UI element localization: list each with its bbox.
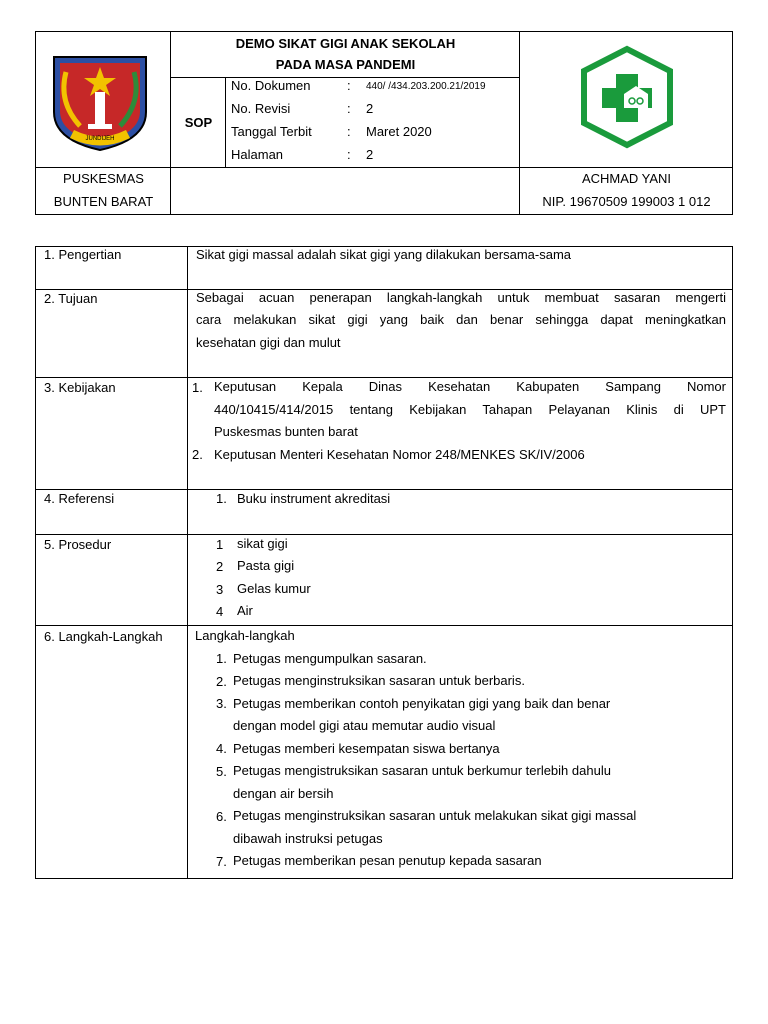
meta-sep: :	[347, 78, 351, 93]
tujuan-line: cara melakukan sikat gigi yang baik dan benar sehingga dapat meningkatkan	[196, 312, 726, 327]
signer-name: ACHMAD YANI	[581, 171, 672, 186]
prosedur-text: Gelas kumur	[237, 581, 311, 596]
tujuan-line: kesehatan gigi dan mulut	[196, 335, 341, 350]
langkah-num: 2.	[216, 674, 227, 689]
label-pengertian: 1. Pengertian	[44, 247, 122, 262]
prosedur-num: 4	[216, 604, 224, 619]
meta-row-tanggal	[226, 124, 520, 146]
prosedur-text: Pasta gigi	[237, 558, 295, 573]
meta-key: No. Dokumen	[231, 78, 311, 93]
prosedur-num: 2	[216, 559, 224, 574]
meta-key: No. Revisi	[231, 101, 291, 116]
svg-text:JUNDIJEH: JUNDIJEH	[85, 136, 115, 142]
label-langkah: 6. Langkah-Langkah	[44, 629, 163, 644]
kebijakan-num: 2.	[192, 447, 203, 462]
meta-sep: :	[347, 124, 351, 139]
kebijakan-num: 1.	[192, 380, 203, 395]
langkah-line: dengan air bersih	[233, 786, 334, 801]
signer-block	[520, 167, 733, 213]
langkah-line: Petugas menginstruksikan sasaran untuk berbaris.	[233, 673, 525, 688]
meta-row-halaman	[226, 147, 520, 169]
langkah-num: 1.	[216, 651, 227, 666]
puskesmas-logo	[520, 32, 733, 167]
meta-value: Maret 2020	[366, 124, 432, 139]
meta-value: 440/ /434.203.200.21/2019	[366, 81, 486, 92]
langkah-line: Petugas mengistruksikan sasaran untuk berkumur terlebih dahulu	[233, 763, 611, 778]
referensi-num: 1.	[216, 491, 227, 506]
meta-sep: :	[347, 147, 351, 162]
document-title	[171, 32, 520, 78]
langkah-line: dengan model gigi atau memutar audio visual	[233, 718, 496, 733]
puskesmas-line-1: PUSKESMAS	[63, 171, 144, 186]
langkah-num: 3.	[216, 696, 227, 711]
langkah-num: 4.	[216, 741, 227, 756]
kebijakan-line: 440/10415/414/2015 tentang Kebijakan Tahapan Pelayanan Klinis di UPT	[214, 402, 726, 417]
meta-key: Tanggal Terbit	[231, 124, 312, 139]
prosedur-num: 3	[216, 582, 224, 597]
pengertian-text: Sikat gigi massal adalah sikat gigi yang dilakukan bersama-sama	[196, 247, 572, 262]
langkah-line: Petugas memberi kesempatan siswa bertanya	[233, 741, 500, 756]
langkah-num: 5.	[216, 764, 227, 779]
langkah-line: dibawah instruksi petugas	[233, 831, 383, 846]
title-line-2: PADA MASA PANDEMI	[275, 57, 416, 72]
kebijakan-line: Keputusan Kepala Dinas Kesehatan Kabupaten Sampang Nomor	[214, 379, 726, 394]
langkah-line: Petugas menginstruksikan sasaran untuk melakukan sikat gigi massal	[233, 808, 637, 823]
prosedur-text: Air	[237, 603, 253, 618]
meta-key: Halaman	[231, 147, 284, 162]
meta-value: 2	[366, 101, 374, 116]
label-referensi: 4. Referensi	[44, 491, 115, 506]
langkah-line: Petugas mengumpulkan sasaran.	[233, 651, 427, 666]
signer-nip: NIP. 19670509 199003 1 012	[542, 194, 711, 209]
prosedur-num: 1	[216, 537, 224, 552]
title-line-1: DEMO SIKAT GIGI ANAK SEKOLAH	[235, 36, 456, 51]
puskesmas-name	[36, 167, 171, 213]
tujuan-line: Sebagai acuan penerapan langkah-langkah untuk membuat sasaran mengerti	[196, 290, 726, 305]
meta-row-revisi	[226, 101, 520, 123]
label-prosedur: 5. Prosedur	[44, 537, 112, 552]
kebijakan-line: Keputusan Menteri Kesehatan Nomor 248/MENKES SK/IV/2006	[214, 447, 585, 462]
sop-header-table	[35, 31, 733, 215]
kebijakan-line: Puskesmas bunten barat	[214, 424, 358, 439]
langkah-line: Petugas memberikan contoh penyikatan gigi yang baik dan benar	[233, 696, 611, 711]
meta-value: 2	[366, 147, 374, 162]
puskesmas-line-2: BUNTEN BARAT	[53, 194, 154, 209]
sop-content-table	[35, 246, 733, 879]
meta-row-dokumen	[226, 78, 520, 100]
langkah-num: 6.	[216, 809, 227, 824]
langkah-line: Petugas memberikan pesan penutup kepada sasaran	[233, 853, 542, 868]
langkah-num: 7.	[216, 854, 227, 869]
prosedur-text: sikat gigi	[237, 536, 288, 551]
sop-label: SOP	[184, 114, 213, 130]
label-kebijakan: 3. Kebijakan	[44, 380, 116, 395]
label-tujuan: 2. Tujuan	[44, 291, 98, 306]
langkah-heading: Langkah-langkah	[195, 628, 295, 643]
meta-sep: :	[347, 101, 351, 116]
referensi-text: Buku instrument akreditasi	[237, 491, 391, 506]
regency-emblem-logo	[36, 32, 171, 167]
